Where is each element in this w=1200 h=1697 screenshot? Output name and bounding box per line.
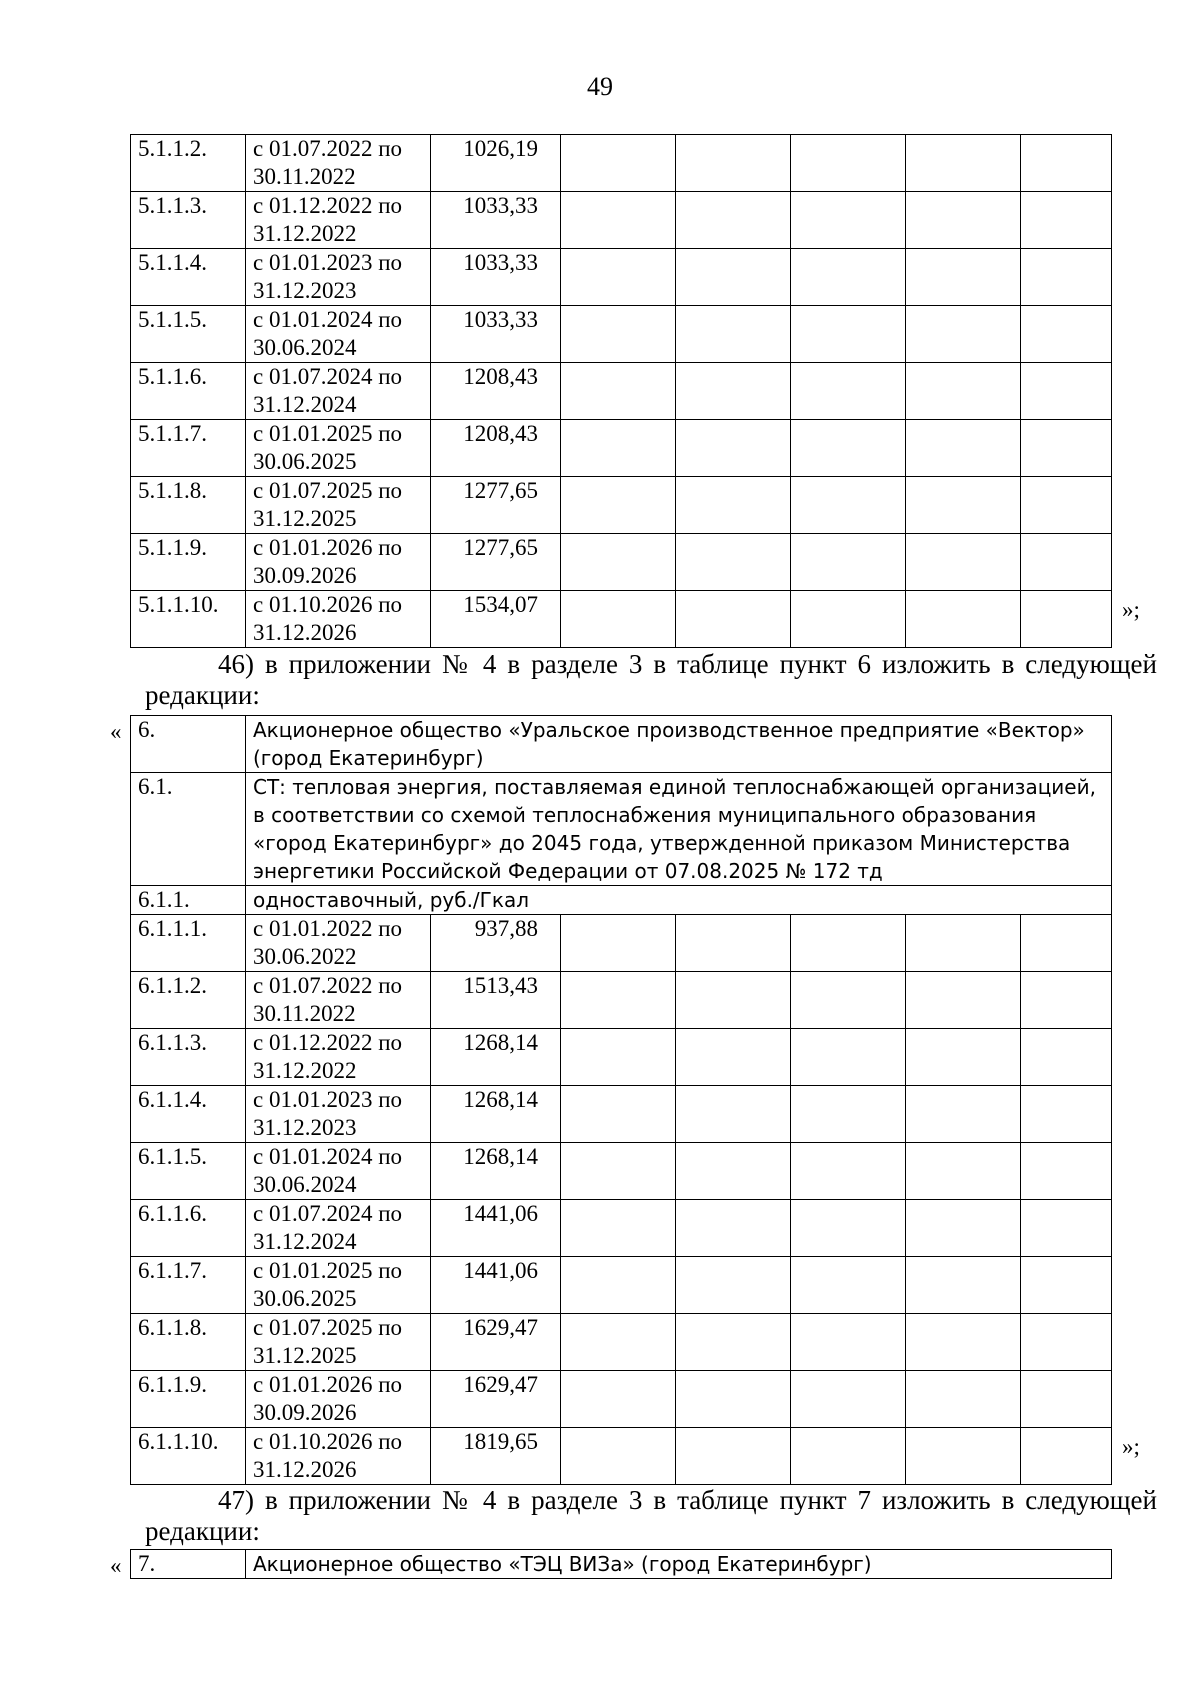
empty-cell: [791, 1029, 906, 1086]
row-value: 1277,65: [431, 477, 561, 534]
period-end: 31.12.2025: [253, 1343, 357, 1368]
row-period: [246, 1086, 431, 1143]
empty-cell: [1021, 306, 1112, 363]
empty-cell: [561, 1428, 676, 1485]
period-start: с 01.01.2026 по: [253, 1372, 403, 1397]
rate-row: [131, 886, 1112, 915]
empty-cell: [906, 306, 1021, 363]
tariff-row: [131, 1371, 1112, 1428]
org-code: 6.: [131, 716, 246, 773]
empty-cell: [561, 1029, 676, 1086]
empty-cell: [791, 591, 906, 648]
row-period: [246, 1200, 431, 1257]
empty-cell: [561, 972, 676, 1029]
period-end: 31.12.2023: [253, 278, 357, 303]
period-end: 31.12.2026: [253, 1457, 357, 1482]
row-period: [246, 1143, 431, 1200]
empty-cell: [1021, 915, 1112, 972]
empty-cell: [906, 192, 1021, 249]
empty-cell: [791, 1200, 906, 1257]
empty-cell: [676, 1143, 791, 1200]
tariff-row: [131, 192, 1112, 249]
row-period: [246, 1428, 431, 1485]
empty-cell: [1021, 1428, 1112, 1485]
row-code: 6.1.1.5.: [131, 1143, 246, 1200]
empty-cell: [561, 192, 676, 249]
row-code: 5.1.1.2.: [131, 135, 246, 192]
empty-cell: [1021, 192, 1112, 249]
period-start: с 01.07.2024 по: [253, 1201, 403, 1226]
tariff-row: [131, 249, 1112, 306]
period-end: 30.06.2024: [253, 1172, 357, 1197]
row-code: 5.1.1.6.: [131, 363, 246, 420]
empty-cell: [676, 534, 791, 591]
empty-cell: [561, 534, 676, 591]
empty-cell: [561, 915, 676, 972]
empty-cell: [791, 915, 906, 972]
row-value: 1629,47: [431, 1314, 561, 1371]
rate-description: одноставочный, руб./Гкал: [246, 886, 1112, 915]
empty-cell: [676, 915, 791, 972]
empty-cell: [906, 591, 1021, 648]
empty-cell: [791, 1371, 906, 1428]
row-period: [246, 1371, 431, 1428]
tariff-row: [131, 1143, 1112, 1200]
empty-cell: [676, 192, 791, 249]
row-code: 5.1.1.3.: [131, 192, 246, 249]
empty-cell: [791, 1314, 906, 1371]
empty-cell: [791, 1428, 906, 1485]
service-code: 6.1.: [131, 773, 246, 886]
empty-cell: [676, 972, 791, 1029]
period-start: с 01.01.2023 по: [253, 250, 403, 275]
row-period: [246, 363, 431, 420]
empty-cell: [791, 1086, 906, 1143]
tariff-row: [131, 1200, 1112, 1257]
period-start: с 01.07.2022 по: [253, 973, 403, 998]
empty-cell: [791, 192, 906, 249]
row-value: 1033,33: [431, 249, 561, 306]
row-period: [246, 1314, 431, 1371]
empty-cell: [676, 1314, 791, 1371]
empty-cell: [791, 363, 906, 420]
empty-cell: [1021, 1143, 1112, 1200]
empty-cell: [676, 1086, 791, 1143]
row-value: 1441,06: [431, 1200, 561, 1257]
row-value: 1277,65: [431, 534, 561, 591]
period-start: с 01.10.2026 по: [253, 592, 403, 617]
empty-cell: [791, 477, 906, 534]
period-start: с 01.12.2022 по: [253, 1030, 403, 1055]
empty-cell: [906, 249, 1021, 306]
tariff-row: [131, 1314, 1112, 1371]
tariff-row: [131, 1029, 1112, 1086]
row-code: 5.1.1.8.: [131, 477, 246, 534]
empty-cell: [1021, 1200, 1112, 1257]
empty-cell: [676, 1200, 791, 1257]
row-code: 5.1.1.5.: [131, 306, 246, 363]
empty-cell: [906, 534, 1021, 591]
org-code: 7.: [131, 1550, 246, 1579]
period-end: 30.06.2025: [253, 449, 357, 474]
empty-cell: [791, 534, 906, 591]
empty-cell: [676, 1371, 791, 1428]
tariff-table-7: [130, 1549, 1112, 1579]
tariff-row: [131, 972, 1112, 1029]
period-start: с 01.01.2022 по: [253, 916, 403, 941]
period-start: с 01.01.2025 по: [253, 421, 403, 446]
empty-cell: [561, 1314, 676, 1371]
empty-cell: [1021, 135, 1112, 192]
row-code: 5.1.1.4.: [131, 249, 246, 306]
row-period: [246, 1029, 431, 1086]
empty-cell: [791, 972, 906, 1029]
period-end: 31.12.2025: [253, 506, 357, 531]
row-value: 1033,33: [431, 192, 561, 249]
empty-cell: [561, 306, 676, 363]
tariff-row: [131, 477, 1112, 534]
empty-cell: [906, 1257, 1021, 1314]
empty-cell: [676, 135, 791, 192]
row-value: 1268,14: [431, 1143, 561, 1200]
row-code: 6.1.1.3.: [131, 1029, 246, 1086]
tariff-table-6: [130, 715, 1112, 1485]
tariff-row: [131, 363, 1112, 420]
empty-cell: [1021, 591, 1112, 648]
row-value: 1268,14: [431, 1029, 561, 1086]
empty-cell: [791, 249, 906, 306]
empty-cell: [561, 249, 676, 306]
service-row: [131, 773, 1112, 886]
page-number: 49: [587, 72, 613, 101]
empty-cell: [676, 591, 791, 648]
empty-cell: [561, 135, 676, 192]
row-period: [246, 420, 431, 477]
period-end: 30.11.2022: [253, 164, 356, 189]
empty-cell: [561, 1257, 676, 1314]
empty-cell: [1021, 249, 1112, 306]
row-code: 5.1.1.10.: [131, 591, 246, 648]
period-end: 30.06.2022: [253, 944, 357, 969]
closing-quote-table-6: »;: [1122, 1434, 1140, 1459]
empty-cell: [561, 1371, 676, 1428]
empty-cell: [561, 1086, 676, 1143]
empty-cell: [906, 1200, 1021, 1257]
tariff-row: [131, 534, 1112, 591]
period-end: 31.12.2024: [253, 392, 357, 417]
empty-cell: [676, 477, 791, 534]
tariff-row: [131, 306, 1112, 363]
empty-cell: [906, 972, 1021, 1029]
rate-code: 6.1.1.: [131, 886, 246, 915]
empty-cell: [1021, 1086, 1112, 1143]
service-description: СТ: тепловая энергия, поставляемая единой теплоснабжающей организацией, в соответствии со схемой теплоснабжения муниципального образования «город Екатеринбург» до 2045 года, утвержденной приказом Министерства энергетики Российской Федерации от 07.08.2025 № 172 тд: [246, 773, 1112, 886]
empty-cell: [1021, 1257, 1112, 1314]
opening-quote-table-7: «: [110, 1553, 122, 1578]
row-value: 1513,43: [431, 972, 561, 1029]
row-value: 1268,14: [431, 1086, 561, 1143]
empty-cell: [906, 135, 1021, 192]
empty-cell: [561, 1200, 676, 1257]
row-period: [246, 192, 431, 249]
row-code: 6.1.1.8.: [131, 1314, 246, 1371]
period-start: с 01.01.2025 по: [253, 1258, 403, 1283]
period-start: с 01.07.2025 по: [253, 478, 403, 503]
period-start: с 01.01.2024 по: [253, 307, 403, 332]
row-code: 6.1.1.1.: [131, 915, 246, 972]
period-end: 31.12.2022: [253, 221, 357, 246]
row-period: [246, 135, 431, 192]
empty-cell: [906, 1029, 1021, 1086]
row-value: 1629,47: [431, 1371, 561, 1428]
empty-cell: [676, 249, 791, 306]
empty-cell: [1021, 363, 1112, 420]
period-end: 31.12.2023: [253, 1115, 357, 1140]
row-period: [246, 249, 431, 306]
row-code: 6.1.1.2.: [131, 972, 246, 1029]
period-end: 31.12.2024: [253, 1229, 357, 1254]
empty-cell: [561, 591, 676, 648]
tariff-row: [131, 420, 1112, 477]
empty-cell: [561, 477, 676, 534]
empty-cell: [791, 306, 906, 363]
empty-cell: [906, 420, 1021, 477]
org-name: Акционерное общество «ТЭЦ ВИЗа» (город Екатеринбург): [246, 1550, 1112, 1579]
row-period: [246, 477, 431, 534]
row-period: [246, 534, 431, 591]
tariff-row: [131, 915, 1112, 972]
row-period: [246, 306, 431, 363]
period-end: 31.12.2022: [253, 1058, 357, 1083]
empty-cell: [1021, 1371, 1112, 1428]
period-start: с 01.12.2022 по: [253, 193, 403, 218]
org-row: [131, 716, 1112, 773]
period-start: с 01.01.2024 по: [253, 1144, 403, 1169]
period-end: 30.09.2026: [253, 563, 357, 588]
row-code: 6.1.1.7.: [131, 1257, 246, 1314]
empty-cell: [906, 477, 1021, 534]
tariff-table-5: [130, 134, 1112, 648]
period-end: 30.06.2025: [253, 1286, 357, 1311]
empty-cell: [676, 306, 791, 363]
empty-cell: [906, 1143, 1021, 1200]
empty-cell: [676, 420, 791, 477]
period-start: с 01.01.2023 по: [253, 1087, 403, 1112]
empty-cell: [1021, 420, 1112, 477]
row-value: 1819,65: [431, 1428, 561, 1485]
empty-cell: [561, 1143, 676, 1200]
row-period: [246, 972, 431, 1029]
row-value: 1441,06: [431, 1257, 561, 1314]
period-end: 30.09.2026: [253, 1400, 357, 1425]
empty-cell: [676, 1428, 791, 1485]
row-value: 1208,43: [431, 363, 561, 420]
row-code: 5.1.1.9.: [131, 534, 246, 591]
empty-cell: [906, 1371, 1021, 1428]
amendment-paragraph-46: 46) в приложении № 4 в разделе 3 в таблице пункт 6 изложить в следующей редакции:: [145, 649, 1157, 710]
row-period: [246, 591, 431, 648]
period-start: с 01.10.2026 по: [253, 1429, 403, 1454]
row-value: 1026,19: [431, 135, 561, 192]
period-start: с 01.01.2026 по: [253, 535, 403, 560]
period-end: 30.06.2024: [253, 335, 357, 360]
period-end: 31.12.2026: [253, 620, 357, 645]
empty-cell: [676, 1257, 791, 1314]
period-end: 30.11.2022: [253, 1001, 356, 1026]
empty-cell: [561, 363, 676, 420]
org-name: Акционерное общество «Уральское производственное предприятие «Вектор» (город Екатеринбург): [246, 716, 1112, 773]
empty-cell: [906, 363, 1021, 420]
period-start: с 01.07.2022 по: [253, 136, 403, 161]
row-code: 6.1.1.9.: [131, 1371, 246, 1428]
row-value: 1033,33: [431, 306, 561, 363]
row-value: 1534,07: [431, 591, 561, 648]
empty-cell: [1021, 534, 1112, 591]
tariff-row: [131, 1257, 1112, 1314]
row-code: 6.1.1.4.: [131, 1086, 246, 1143]
row-period: [246, 1257, 431, 1314]
tariff-row: [131, 135, 1112, 192]
empty-cell: [1021, 1314, 1112, 1371]
closing-quote-table-5: »;: [1122, 597, 1140, 622]
empty-cell: [791, 135, 906, 192]
row-value: 937,88: [431, 915, 561, 972]
empty-cell: [791, 420, 906, 477]
empty-cell: [561, 420, 676, 477]
empty-cell: [1021, 972, 1112, 1029]
row-period: [246, 915, 431, 972]
period-start: с 01.07.2024 по: [253, 364, 403, 389]
empty-cell: [906, 1314, 1021, 1371]
empty-cell: [676, 363, 791, 420]
row-code: 6.1.1.6.: [131, 1200, 246, 1257]
empty-cell: [906, 915, 1021, 972]
empty-cell: [1021, 1029, 1112, 1086]
org-row: [131, 1550, 1112, 1579]
tariff-row: [131, 591, 1112, 648]
tariff-row: [131, 1086, 1112, 1143]
amendment-paragraph-47: 47) в приложении № 4 в разделе 3 в таблице пункт 7 изложить в следующей редакции:: [145, 1485, 1157, 1546]
empty-cell: [676, 1029, 791, 1086]
empty-cell: [1021, 477, 1112, 534]
row-code: 6.1.1.10.: [131, 1428, 246, 1485]
empty-cell: [906, 1086, 1021, 1143]
period-start: с 01.07.2025 по: [253, 1315, 403, 1340]
empty-cell: [791, 1257, 906, 1314]
empty-cell: [906, 1428, 1021, 1485]
tariff-row: [131, 1428, 1112, 1485]
empty-cell: [791, 1143, 906, 1200]
opening-quote-table-6: «: [110, 719, 122, 744]
row-value: 1208,43: [431, 420, 561, 477]
row-code: 5.1.1.7.: [131, 420, 246, 477]
